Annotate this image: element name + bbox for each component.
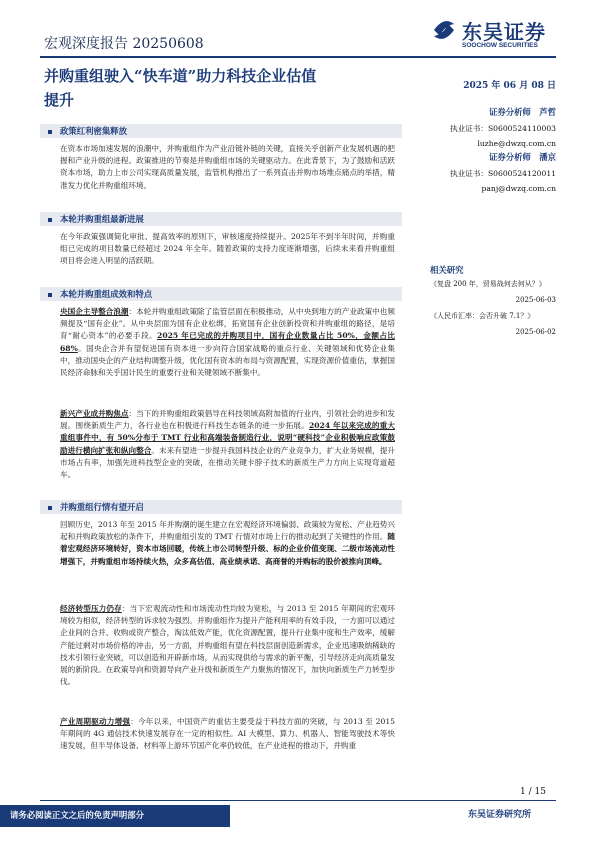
logo-en-text: SOOCHOW SECURITIES — [462, 42, 538, 49]
section-heading: 并购重组行情有望开启 — [48, 501, 144, 513]
logo-mark-icon — [430, 16, 458, 44]
report-title — [44, 64, 404, 112]
logo-cn-text: 东吴证券 — [462, 20, 546, 44]
related-item-date: 2025-06-03 — [515, 296, 556, 304]
paragraph: 在资本市场加速发展的浪潮中，并购重组作为产业沿链补链的关键，直接关乎创新产业发展机遇的把握和产业升级的进程。政策推进的节奏是并购重组市场的关键驱动力。在此背景下，为了鼓励和活跃资本市场，助力上市公司实现高质量发展，监管机构推出了一系列直击并购市场堆点痛点的举措，精准发力优化并购重组环境。 — [60, 144, 395, 190]
report-date: 2025 年 06 月 08 日 — [463, 81, 556, 91]
analyst1-title: 证券分析师 芦哲 — [489, 107, 556, 117]
bullet-icon — [48, 218, 52, 222]
paragraph: 在今年政策强调简化审批、提高效率的原则下，审核速度持续提升。2025年不到半年时间，并购重组已完成的项目数量已经超过 2024 年全年。随着政策的支持力度逐渐增强，后续未来看并购重组项目将会进入明显的活跃期。 — [60, 232, 395, 266]
analyst2-cert: 执业证书：S0600524120011 — [450, 169, 556, 178]
paragraph: 新兴产业成并购焦点：当下的并购重组政策倡导在科技领域高附加值的行业内，引领社会的进步和发展。围绕新质生产力，各行业也在积极进行科技生态链条的进一步拓展。2024 年以来完成的重大重组事件中，有 50%分布于 TMT 行业和高端装备制造行业，说明“硬科技”企业积极响应政策鼓励进行横向扩张和纵向整合。未来有望进一步提升我国科技企业的产业竞争力，扩大业务规模，提升市场占有率，加强先进科技型企业的突破，在推动关键卡脖子技术的新质生产力方向上实现弯道超车。 — [60, 409, 396, 480]
page-number: 1 / 15 — [520, 787, 546, 797]
highlight-text: 随着宏观经济环境转好，资本市场回暖，传统上市公司转型升级、标的企业价值变现、二级市场流动性增强下，并购重组市场持续火热，众多高估值、高业绩承诺、高商誉的并购标的股价被推向顶峰。 — [60, 532, 395, 566]
footer-rule — [40, 800, 556, 801]
paragraph: 经济转型压力仍存：当下宏观流动性和市场流动性均较为宽松，与 2013 至 2015 年期间的宏观环境较为相似，经济转型的诉求较为强烈。并购重组作为提升产能利用率的有效手段，一方面可以通过企业间的合并、收购或资产整合，淘汰低效产能，优化资源配置，提升行业集中度和生产效率，缓解产能过剩对市场价格的冲击，另一方面，并购重组有望在科技层面创造新需求，企业迅速吸纳稀缺的技术引领行业突破，可以创造和开辟新市场，从而实现供给与需求的新平衡，引导经济走向高质量发展的新阶段。在政策导向和资源导向产业升级和新质生产力聚焦的情况下，加快向新质生产力转型步伐。 — [60, 604, 396, 687]
bullet-icon — [48, 293, 52, 297]
related-research-title: 相关研究 — [430, 265, 464, 275]
related-item[interactable] — [430, 310, 556, 338]
header-rule — [40, 56, 556, 58]
analyst2-title: 证券分析师 潘京 — [489, 152, 556, 162]
bullet-icon — [48, 130, 52, 134]
paragraph: 产业周期驱动力增强：今年以来，中国资产的重估主要受益于科技方面的突破，与 2013 至 2015 年期间的 4G 通信技术快速发展存在一定的相似性。AI 大模型、算力、机器人、智能驾驶技术等快速发展，但半导体设备、材料等上游环节国产化率仍较低，在产业进程的推动下，并购重 — [60, 717, 396, 751]
bullet-icon — [48, 506, 52, 510]
analyst2-email[interactable]: panj@dwzq.com.cn — [481, 184, 556, 193]
paragraph: 央国企主导整合浪潮：本轮并购重组政策除了监管层面在积极推动，从中央到地方的产业政策中也频频提及“国有企业”。从中央层面为国有企业松绑，拓宽国有企业创新投资和并购重组的路径，是培育“耐心资本”的必要手段。2025 年已完成的并购项目中，国有企业数量占比 50%，金额占比 68%。国央企合并有望促进国有资本进一步向符合国家战略的重点行业、关键领域和优势企业集中，推动国央企的产业结构调整升级，优化国有资本的布局与资源配置，实现资源价值重估，掌握国民经济命脉和关乎国计民生的重要行业和关键领域不断集中。 — [60, 307, 396, 378]
report-title-line1: 并购重组驶入“快车道”助力科技企业估值 — [44, 67, 317, 85]
disclaimer-text: 请务必阅读正文之后的免责声明部分 — [10, 810, 144, 820]
analyst-block — [412, 106, 556, 195]
related-item-title[interactable]: 《人民币汇率：会否升破 7.1？》 — [430, 312, 535, 320]
paragraph: 回顾历史，2013 年至 2015 年并购潮的诞生建立在宏观经济环境偏弱、政策较为宽松、产业趋势兴起和并购政策放松的条件下，并购重组引发的 TMT 行情对市场上行的推动起到了关键性的作用。随着宏观经济环境转好，资本市场回暖，传统上市公司转型升级、标的企业价值变现、二级市场流动性增强下，并购重组市场持续火热，众多高估值、高业绩承诺、高商誉的并购标的股价被推向顶峰。 — [60, 520, 395, 566]
analyst1-email[interactable]: luzhe@dwzq.com.cn — [477, 139, 556, 148]
paragraph-lead: 经济转型压力仍存 — [60, 604, 122, 613]
paragraph-lead: 新兴产业成并购焦点 — [60, 409, 129, 418]
related-item-title[interactable]: 《复盘 200 年，贸易战何去何从？》 — [430, 280, 546, 288]
related-item-date: 2025-06-02 — [515, 328, 556, 336]
section-heading: 本轮并购重组最新进展 — [48, 213, 144, 225]
related-item[interactable] — [430, 278, 556, 306]
report-title-line2: 提升 — [44, 91, 75, 109]
analyst1-cert: 执业证书：S0600524110003 — [450, 124, 556, 133]
paragraph-lead: 央国企主导整合浪潮 — [60, 307, 129, 316]
highlight-text: 2024 年以来完成的重大重组事件中，有 50%分布于 TMT 行业和高端装备制造行业，说明“硬科技”企业积极响应政策鼓励进行横向扩张和纵向整合 — [60, 421, 396, 455]
report-type: 宏观深度报告 20250608 — [44, 36, 204, 52]
section-heading: 本轮并购重组成效和特点 — [48, 288, 152, 300]
highlight-text: 2025 年已完成的并购项目中，国有企业数量占比 50%，金额占比 68% — [60, 331, 395, 353]
paragraph-lead: 产业周期驱动力增强 — [60, 717, 131, 726]
firm-name: 东吴证券研究所 — [468, 810, 532, 820]
section-heading: 政策红利密集释放 — [48, 125, 127, 137]
company-logo — [430, 14, 555, 58]
